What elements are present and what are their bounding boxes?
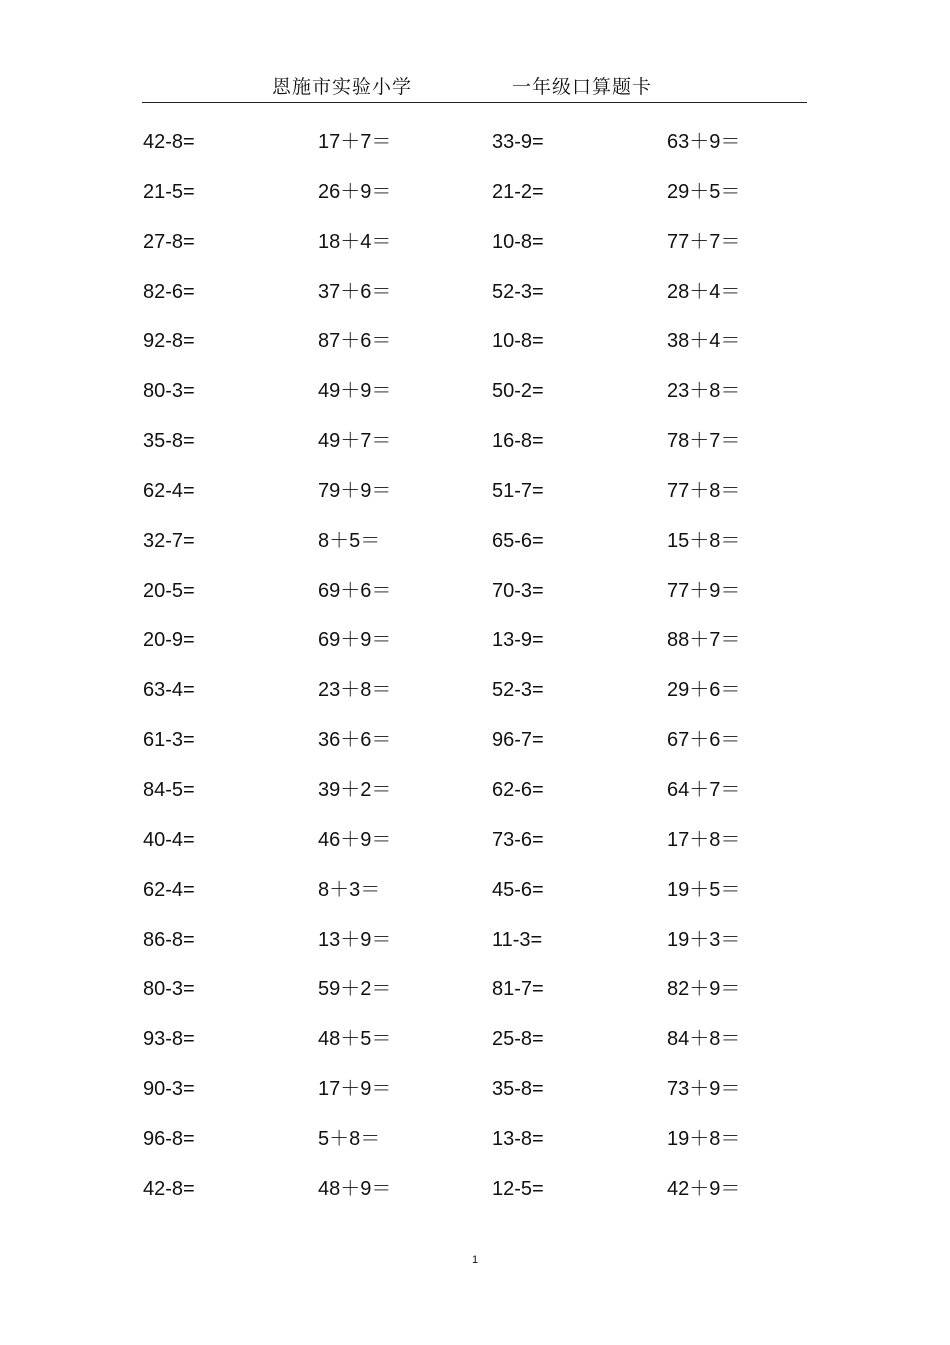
problem-item: 64＋7＝ [667, 778, 741, 801]
problem-item: 17＋7＝ [318, 131, 392, 153]
problem-item: 38＋4＝ [667, 330, 741, 353]
problem-item: 20-5= [143, 579, 195, 602]
problem-item: 62-6= [492, 778, 544, 801]
problem-item: 19＋8＝ [667, 1127, 741, 1150]
problem-row [143, 477, 807, 527]
problem-item: 51-7= [492, 479, 544, 502]
problem-row [143, 626, 807, 676]
problem-item: 48＋9＝ [318, 1177, 392, 1200]
problem-item: 37＋6＝ [318, 280, 392, 303]
problem-item: 33-9= [492, 131, 544, 153]
problem-item: 36＋6＝ [318, 729, 392, 752]
problem-item: 77＋7＝ [667, 230, 741, 253]
problem-item: 92-8= [143, 330, 195, 353]
problem-row [143, 876, 807, 926]
problem-item: 23＋8＝ [318, 679, 392, 702]
problem-item: 35-8= [492, 1078, 544, 1101]
problem-item: 62-4= [143, 479, 195, 502]
problem-item: 8＋3＝ [318, 878, 381, 901]
problem-item: 69＋6＝ [318, 579, 392, 602]
problem-item: 48＋5＝ [318, 1028, 392, 1051]
problem-item: 17＋8＝ [667, 828, 741, 851]
problem-row [143, 676, 807, 726]
problem-item: 27-8= [143, 230, 195, 253]
problem-item: 19＋5＝ [667, 878, 741, 901]
problem-row [143, 726, 807, 776]
problem-item: 8＋5＝ [318, 529, 381, 552]
problem-row [143, 577, 807, 627]
problem-row [143, 1075, 807, 1125]
problem-item: 20-9= [143, 629, 195, 652]
problem-item: 63＋9＝ [667, 131, 741, 153]
problem-item: 46＋9＝ [318, 828, 392, 851]
problem-item: 5＋8＝ [318, 1127, 381, 1150]
problem-item: 23＋8＝ [667, 380, 741, 403]
problem-row [143, 178, 807, 228]
problem-item: 70-3= [492, 579, 544, 602]
problem-row [143, 926, 807, 976]
problem-item: 21-5= [143, 180, 195, 203]
problem-item: 61-3= [143, 729, 195, 752]
problem-item: 88＋7＝ [667, 629, 741, 652]
problem-item: 84＋8＝ [667, 1028, 741, 1051]
problem-item: 73＋9＝ [667, 1078, 741, 1101]
problem-item: 17＋9＝ [318, 1078, 392, 1101]
problem-item: 50-2= [492, 380, 544, 403]
problem-item: 18＋4＝ [318, 230, 392, 253]
problem-item: 25-8= [492, 1028, 544, 1051]
problem-item: 52-3= [492, 280, 544, 303]
school-name: 恩施市实验小学 [272, 76, 413, 98]
problem-item: 42-8= [143, 131, 195, 153]
problem-item: 63-4= [143, 679, 195, 702]
problem-item: 87＋6＝ [318, 330, 392, 353]
problem-row [143, 826, 807, 876]
problem-item: 16-8= [492, 430, 544, 453]
problem-item: 12-5= [492, 1177, 544, 1200]
problem-item: 29＋5＝ [667, 180, 741, 203]
problem-item: 45-6= [492, 878, 544, 901]
problem-item: 13＋9＝ [318, 928, 392, 951]
problem-item: 81-7= [492, 978, 544, 1001]
problem-item: 28＋4＝ [667, 280, 741, 303]
problem-item: 49＋7＝ [318, 430, 392, 453]
page-number: 1 [471, 1254, 479, 1266]
page-header [142, 70, 807, 103]
problem-item: 13-8= [492, 1127, 544, 1150]
problem-item: 84-5= [143, 778, 195, 801]
problem-item: 10-8= [492, 230, 544, 253]
problem-item: 59＋2＝ [318, 978, 392, 1001]
problem-item: 39＋2＝ [318, 778, 392, 801]
problem-row [143, 327, 807, 377]
problem-row [143, 527, 807, 577]
problem-item: 78＋7＝ [667, 430, 741, 453]
problem-row [143, 1025, 807, 1075]
problem-row [143, 1175, 807, 1225]
problem-item: 79＋9＝ [318, 479, 392, 502]
problem-item: 69＋9＝ [318, 629, 392, 652]
problem-row [143, 427, 807, 477]
problem-item: 77＋9＝ [667, 579, 741, 602]
problem-item: 93-8= [143, 1028, 195, 1051]
problem-item: 80-3= [143, 380, 195, 403]
problem-item: 49＋9＝ [318, 380, 392, 403]
problem-item: 21-2= [492, 180, 544, 203]
problem-item: 65-6= [492, 529, 544, 552]
problem-item: 32-7= [143, 529, 195, 552]
problem-row [143, 1125, 807, 1175]
problem-item: 19＋3＝ [667, 928, 741, 951]
problem-item: 86-8= [143, 928, 195, 951]
problem-item: 15＋8＝ [667, 529, 741, 552]
problem-item: 77＋8＝ [667, 479, 741, 502]
worksheet-title: 一年级口算题卡 [512, 76, 653, 98]
problem-item: 13-9= [492, 629, 544, 652]
problem-item: 96-7= [492, 729, 544, 752]
problem-row [143, 228, 807, 278]
problem-row [143, 975, 807, 1025]
problem-item: 52-3= [492, 679, 544, 702]
problem-row [143, 776, 807, 826]
problem-item: 29＋6＝ [667, 679, 741, 702]
problem-item: 82＋9＝ [667, 978, 741, 1001]
problem-row [143, 278, 807, 328]
problem-item: 96-8= [143, 1127, 195, 1150]
problem-item: 80-3= [143, 978, 195, 1001]
problem-item: 67＋6＝ [667, 729, 741, 752]
problem-item: 90-3= [143, 1078, 195, 1101]
problem-item: 42-8= [143, 1177, 195, 1200]
problem-row [143, 128, 807, 178]
problem-grid [143, 128, 807, 1225]
problem-row [143, 377, 807, 427]
problem-item: 42＋9＝ [667, 1177, 741, 1200]
problem-item: 40-4= [143, 828, 195, 851]
problem-item: 11-3= [492, 928, 543, 951]
problem-item: 35-8= [143, 430, 195, 453]
problem-item: 26＋9＝ [318, 180, 392, 203]
problem-item: 73-6= [492, 828, 544, 851]
problem-item: 82-6= [143, 280, 195, 303]
problem-item: 62-4= [143, 878, 195, 901]
problem-item: 10-8= [492, 330, 544, 353]
